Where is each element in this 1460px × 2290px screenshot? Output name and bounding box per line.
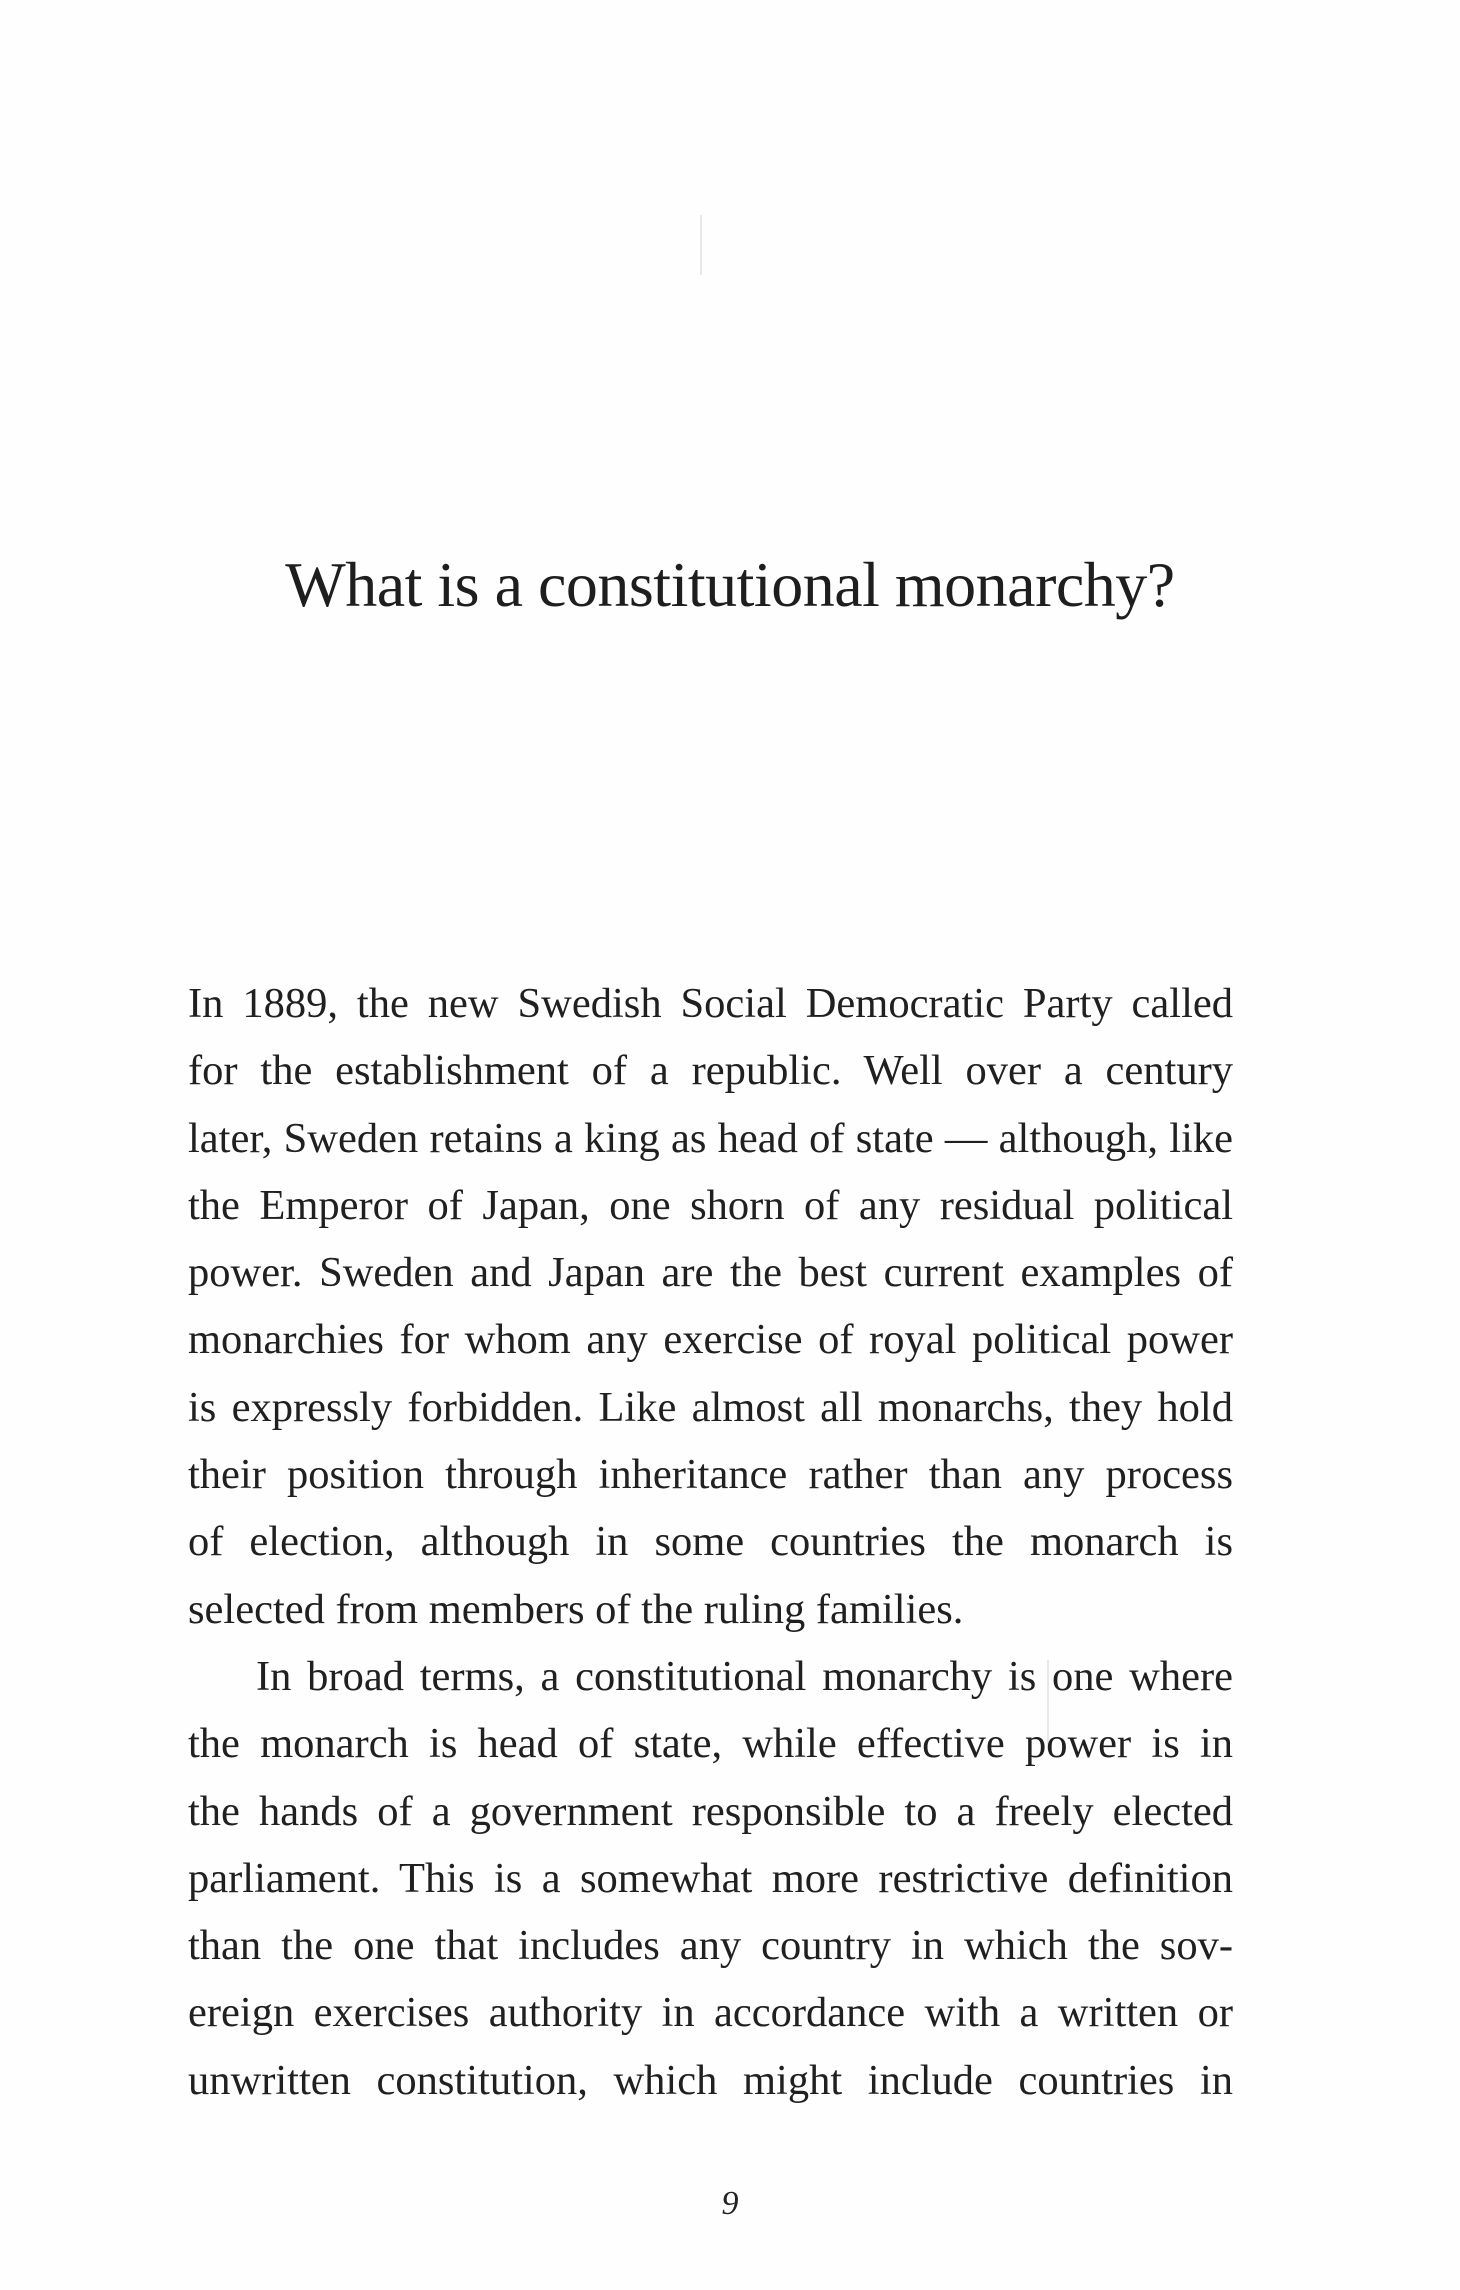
page-number: 9 — [721, 2185, 739, 2222]
paragraph-1 — [188, 970, 1233, 1643]
text-line: power. Sweden and Japan are the best current examples of — [188, 1249, 1233, 1297]
text-line: ereign exercises authority in accordance with a written or — [188, 1989, 1233, 2037]
chapter-title: What is a constitutional monarchy? — [285, 549, 1175, 620]
text-line: the Emperor of Japan, one shorn of any residual political — [188, 1181, 1233, 1229]
text-line: In 1889, the new Swedish Social Democratic Party called — [188, 980, 1233, 1027]
text-line: their position through inheritance rather than any process — [188, 1451, 1233, 1499]
text-line: parliament. This is a somewhat more restrictive definition — [188, 1854, 1233, 1902]
text-line: the monarch is head of state, while effective power is in — [188, 1720, 1233, 1768]
text-line: is expressly forbidden. Like almost all monarchs, they hold — [188, 1383, 1233, 1431]
text-line: for the establishment of a republic. Well over a century — [188, 1047, 1233, 1095]
body-text — [188, 970, 1233, 2114]
scan-artifact — [700, 215, 702, 275]
text-line: In broad terms, a constitutional monarchy is one where — [256, 1652, 1233, 1700]
paragraph-2 — [188, 1643, 1233, 2114]
text-line: of election, although in some countries the monarch is — [188, 1518, 1233, 1566]
text-line: unwritten constitution, which might include countries in — [188, 2056, 1233, 2104]
text-line: selected from members of the ruling families. — [188, 1585, 964, 1633]
text-line: than the one that includes any country in which the sov- — [188, 1922, 1233, 1970]
text-line: monarchies for whom any exercise of royal political power — [188, 1316, 1233, 1364]
text-line: later, Sweden retains a king as head of state — although, like — [188, 1114, 1233, 1162]
text-line: the hands of a government responsible to a freely elected — [188, 1787, 1233, 1835]
